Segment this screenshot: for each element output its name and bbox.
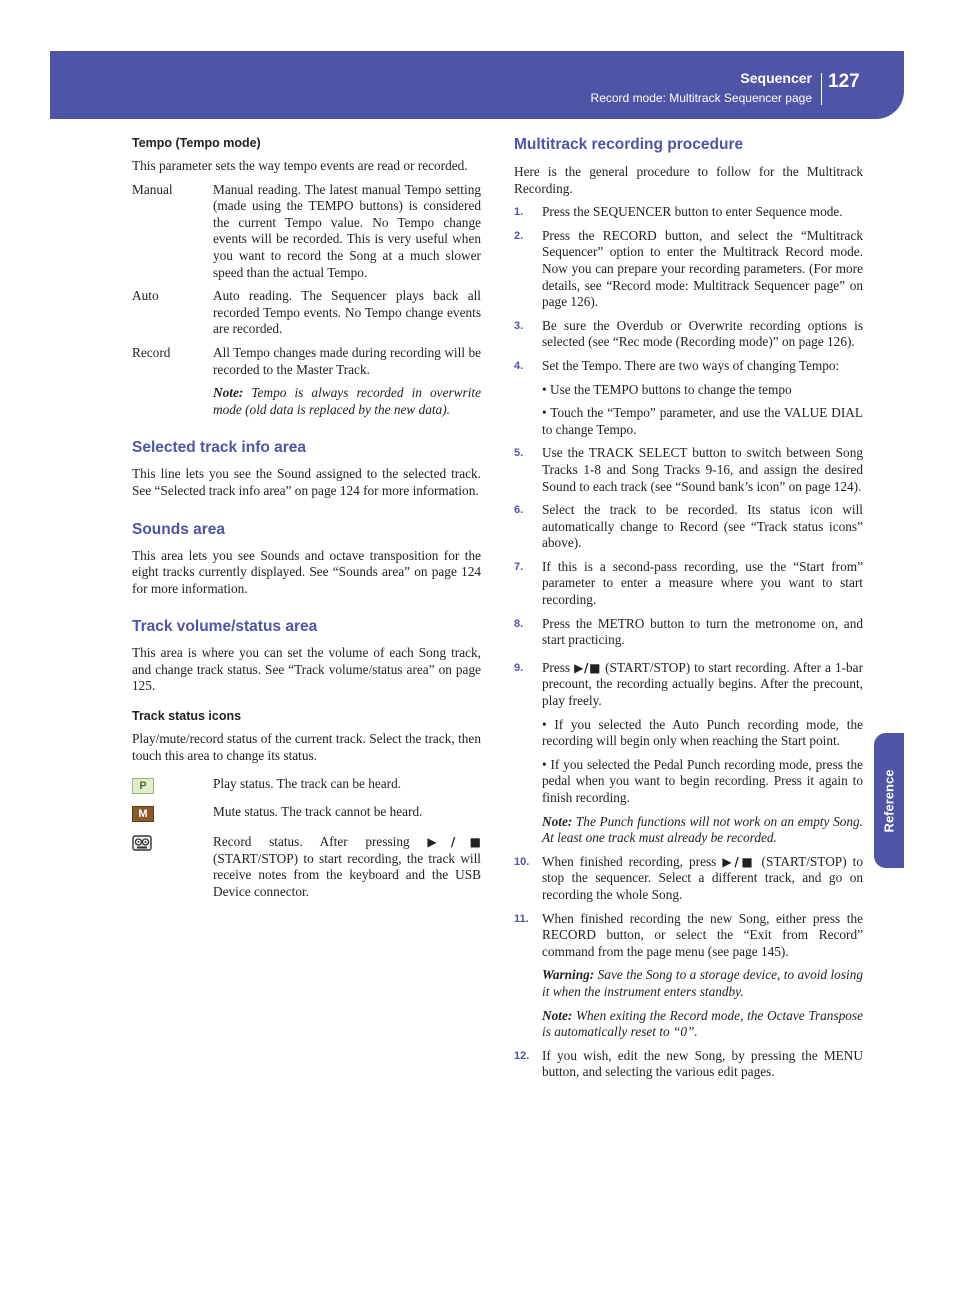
mute-status-icon: M bbox=[132, 806, 154, 822]
record-status-icon bbox=[132, 834, 152, 852]
section-subtitle: Record mode: Multitrack Sequencer page bbox=[590, 91, 812, 105]
tempo-options-list bbox=[132, 182, 481, 419]
tempo-option bbox=[132, 182, 481, 282]
page-header bbox=[50, 51, 904, 119]
play-stop-icon: ▶/■ bbox=[722, 854, 756, 869]
selected-track-text: This line lets you see the Sound assigned to the selected track. See “Selected track info area” on page 124 for more information. bbox=[132, 466, 481, 498]
procedure-steps bbox=[514, 204, 863, 1081]
tempo-intro: This parameter sets the way tempo events are read or recorded. bbox=[132, 158, 468, 173]
tempo-note-row bbox=[132, 385, 481, 418]
tempo-heading: Tempo (Tempo mode) bbox=[132, 136, 261, 150]
track-status-intro: Play/mute/record status of the current track. Select the track, then touch this area to change its status. bbox=[132, 731, 481, 763]
list-item: 3. Be sure the Overdub or Overwrite recording options is selected (see “Rec mode (Recording mode)” on page 126). bbox=[514, 317, 863, 350]
list-item: 6. Select the track to be recorded. Its status icon will automatically change to Record (see “Track status icons” above). bbox=[514, 502, 863, 551]
list-item: 9. Press ▶/■ (START/STOP) to start recording. After a 1-bar precount, the recording actually begins. After the precount, play freely. • If you selected the Auto Punch recording mode, the recording will begin only when reaching the Start point. • If you selected the Pedal Punch recording mode, press the pedal when you want to begin recording. Press it again to finish recording. Note: The Punch functions will not work on an empty Song. At least one track must already be recorded. bbox=[514, 659, 863, 846]
bullet-item: • If you selected the Auto Punch recording mode, the recording will begin only when reaching the Start point. bbox=[542, 716, 863, 749]
tempo-option-desc: Auto reading. The Sequencer plays back all recorded Tempo events. No Tempo change events are recorded. bbox=[213, 288, 481, 337]
list-item: 11. When finished recording the new Song, either press the RECORD button, or select the “Exit from Record” command from the page menu (see page 145). Warning: Save the Song to a storage device, to avoid losing it when the instrument enters standby. Note: When exiting the Record mode, the Octave Transpose is automatically reset to “0”. bbox=[514, 910, 863, 1040]
tempo-option-term: Auto bbox=[132, 288, 159, 304]
status-icon-row bbox=[132, 804, 481, 822]
selected-track-heading: Selected track info area bbox=[132, 439, 307, 457]
status-icon-row bbox=[132, 776, 481, 794]
tempo-note bbox=[213, 385, 481, 418]
tempo-option bbox=[132, 345, 481, 378]
play-stop-icon: ▶/■ bbox=[427, 835, 481, 850]
procedure-heading: Multitrack recording procedure bbox=[514, 136, 744, 153]
track-volume-text: This area is where you can set the volume of each Song track, and change track status. See “Track volume/status area” on page 125. bbox=[132, 645, 481, 694]
list-item: 4. Set the Tempo. There are two ways of changing Tempo: • Use the TEMPO buttons to change the tempo • Touch the “Tempo” parameter, and use the VALUE DIAL to change Tempo. bbox=[514, 357, 863, 437]
bullet-item: • Touch the “Tempo” parameter, and use the VALUE DIAL to change Tempo. bbox=[542, 405, 863, 437]
bullet-item: • If you selected the Pedal Punch recording mode, press the pedal when you want to begin recording. Press it again to finish recording. bbox=[542, 756, 863, 805]
tempo-note-text: Tempo is always recorded in overwrite mode (old data is replaced by the new data). bbox=[213, 385, 481, 417]
reference-side-tab bbox=[874, 733, 904, 868]
page-number: 127 bbox=[828, 71, 860, 92]
list-item: 8. Press the METRO button to turn the metronome on, and start practicing. bbox=[514, 615, 863, 648]
list-item: 10. When finished recording, press ▶/■ (START/STOP) to stop the sequencer. Select a different track, and go on recording the whole Song. bbox=[514, 853, 864, 902]
header-divider bbox=[821, 73, 822, 105]
list-item: 5. Use the TRACK SELECT button to switch between Song Tracks 1-8 and Song Tracks 9-16, and assign the desired Sound to each track (see “Sound bank’s icon” on page 124). bbox=[514, 445, 863, 494]
tempo-option-desc: Manual reading. The latest manual Tempo setting (made using the TEMPO buttons) is considered the current Tempo value. No Tempo change events will be recorded. This is very useful when you want to record the Song at a much slower speed than the actual Tempo. bbox=[213, 181, 481, 280]
tempo-note-label: Note: bbox=[213, 385, 244, 401]
tempo-option-desc: All Tempo changes made during recording will be recorded to the Master Track. bbox=[213, 344, 481, 377]
right-column bbox=[514, 136, 863, 1088]
track-volume-heading: Track volume/status area bbox=[132, 618, 318, 636]
transpose-note: Note: When exiting the Record mode, the Octave Transpose is automatically reset to “0”. bbox=[542, 1007, 863, 1040]
status-icon-row bbox=[132, 834, 481, 900]
punch-note: Note: The Punch functions will not work on an empty Song. At least one track must already be recorded. bbox=[542, 813, 863, 846]
play-status-desc: Play status. The track can be heard. bbox=[213, 776, 402, 792]
list-item: 7. If this is a second-pass recording, use the “Start from” parameter to enter a measure where you want to start recording. bbox=[514, 558, 863, 608]
save-warning: Warning: Save the Song to a storage device, to avoid losing it when the instrument enters standby. bbox=[542, 967, 863, 999]
play-stop-icon: ▶/■ bbox=[574, 660, 602, 675]
sounds-text: This area lets you see Sounds and octave transposition for the eight tracks currently displayed. See “Sounds area” on page 124 for more information. bbox=[132, 547, 481, 596]
chapter-title: Sequencer bbox=[740, 70, 812, 86]
record-status-desc: Record status. After pressing ▶/■ (START/STOP) to start recording, the track will receive notes from the keyboard and the USB Device connector. bbox=[213, 834, 481, 900]
tempo-option-term: Manual bbox=[132, 181, 173, 197]
list-item: 2. Press the RECORD button, and select the “Multitrack Sequencer” option to enter the Multitrack Record mode. Now you can prepare your recording parameters. (For more details, see “Record mode: Multitrack Sequencer page” on page 126). bbox=[514, 227, 863, 310]
sounds-heading: Sounds area bbox=[132, 520, 226, 538]
mute-status-desc: Mute status. The track cannot be heard. bbox=[213, 804, 423, 820]
bullet-item: • Use the TEMPO buttons to change the tempo bbox=[542, 381, 792, 397]
procedure-intro: Here is the general procedure to follow for the Multitrack Recording. bbox=[514, 164, 863, 196]
left-column bbox=[132, 136, 481, 911]
track-status-heading: Track status icons bbox=[132, 709, 242, 724]
play-status-icon: P bbox=[132, 778, 154, 794]
list-item: 12. If you wish, edit the new Song, by pressing the MENU button, and selecting the various edit pages. bbox=[514, 1047, 863, 1080]
side-tab-label: Reference bbox=[881, 769, 897, 832]
tempo-option-term: Record bbox=[132, 344, 171, 360]
list-item: 1. Press the SEQUENCER button to enter Sequence mode. bbox=[514, 204, 843, 220]
tempo-option bbox=[132, 288, 481, 338]
